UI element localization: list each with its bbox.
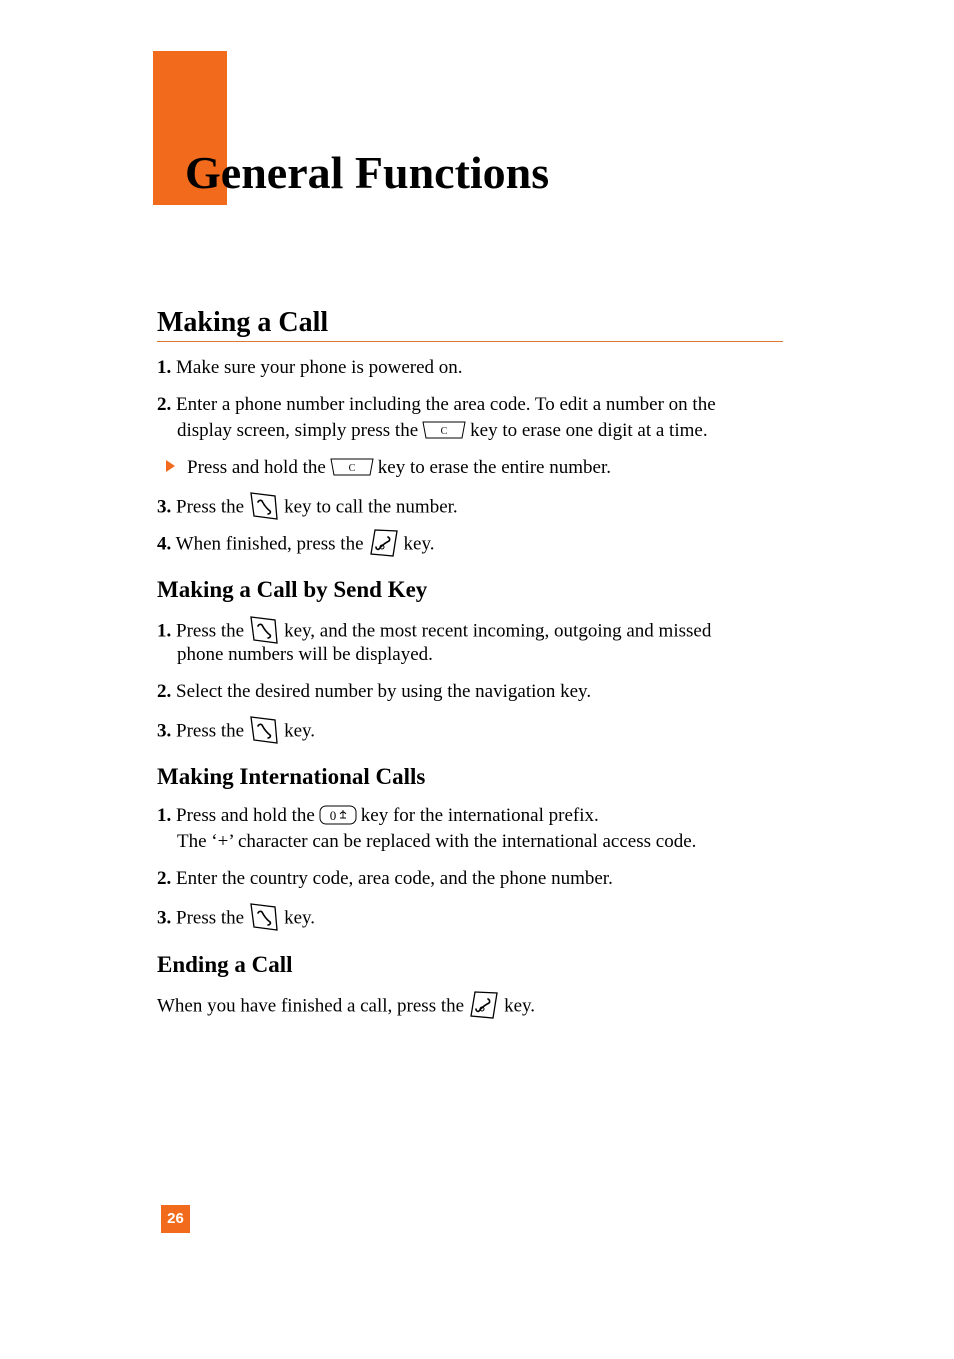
section-title-making-a-call: Making a Call — [157, 306, 783, 342]
step-number: 4. — [157, 533, 172, 555]
step-text: Press the — [176, 496, 245, 518]
clear-key-label: C — [440, 425, 448, 437]
step-press-send — [157, 492, 458, 524]
bullet-text: Press and hold the — [187, 457, 326, 478]
step-text: key to call the number. — [284, 496, 458, 518]
end-key-icon — [368, 527, 400, 559]
step-text: Enter the country code, area code, and the phone number. — [176, 868, 613, 889]
step-number: 3. — [157, 907, 172, 929]
send-key-icon — [248, 714, 280, 746]
step-enter-number-continued — [177, 418, 708, 444]
step-enter-number — [157, 392, 716, 418]
step-number: 3. — [157, 720, 172, 742]
intl-step-1 — [157, 803, 599, 829]
step-text: Press the — [176, 620, 245, 642]
bullet-text: key to erase the entire number. — [377, 457, 611, 478]
step-text: key, and the most recent incoming, outgoing and missed — [284, 620, 712, 642]
step-text: key. — [284, 720, 316, 742]
ending-text — [157, 991, 535, 1023]
step-power-on — [157, 355, 463, 381]
step-number: 2. — [157, 868, 172, 889]
subsection-title-ending: Ending a Call — [157, 952, 293, 977]
send-step-3 — [157, 716, 315, 748]
send-key-icon — [248, 901, 280, 933]
intl-step-2 — [157, 866, 613, 892]
step-number: 1. — [157, 805, 172, 826]
zero-key-label: 0 — [329, 807, 337, 823]
send-step-1-continued: phone numbers will be displayed. — [177, 644, 433, 665]
end-key-icon — [468, 989, 500, 1021]
step-text: Press the — [176, 720, 245, 742]
step-text: key. — [403, 533, 435, 555]
send-step-2 — [157, 679, 591, 705]
step-text: display screen, simply press the — [177, 420, 419, 441]
step-text: key. — [284, 907, 316, 929]
body-text: When you have finished a call, press the — [157, 995, 465, 1017]
clear-key-icon — [422, 421, 466, 439]
zero-key-icon — [319, 805, 357, 825]
step-number: 1. — [157, 357, 172, 378]
step-press-end — [157, 529, 434, 561]
step-text: When finished, press the — [175, 533, 364, 555]
step-number: 2. — [157, 394, 172, 415]
step-text: Press and hold the — [176, 805, 315, 826]
send-key-icon — [248, 490, 280, 522]
page-title: General Functions — [185, 147, 550, 198]
intl-step-1-continued: The ‘+’ character can be replaced with the international access code. — [177, 831, 697, 852]
step-text: Press the — [176, 907, 245, 929]
step-number: 1. — [157, 620, 172, 642]
bullet-hold-clear — [166, 455, 611, 481]
subsection-title-send-key: Making a Call by Send Key — [157, 577, 428, 602]
body-text: key. — [504, 995, 536, 1017]
step-text: key for the international prefix. — [360, 805, 599, 826]
step-number: 2. — [157, 681, 172, 702]
step-text: key to erase one digit at a time. — [470, 420, 708, 441]
bullet-arrow-icon — [166, 460, 175, 472]
subsection-title-international: Making International Calls — [157, 764, 426, 789]
step-number: 3. — [157, 496, 172, 518]
step-text: Select the desired number by using the navigation key. — [176, 681, 592, 702]
page-number: 26 — [161, 1205, 190, 1233]
step-text: Make sure your phone is powered on. — [176, 357, 463, 378]
clear-key-label: C — [348, 462, 356, 474]
intl-step-3 — [157, 903, 315, 935]
step-text: Enter a phone number including the area code. To edit a number on the — [176, 394, 716, 415]
clear-key-icon — [330, 458, 374, 476]
